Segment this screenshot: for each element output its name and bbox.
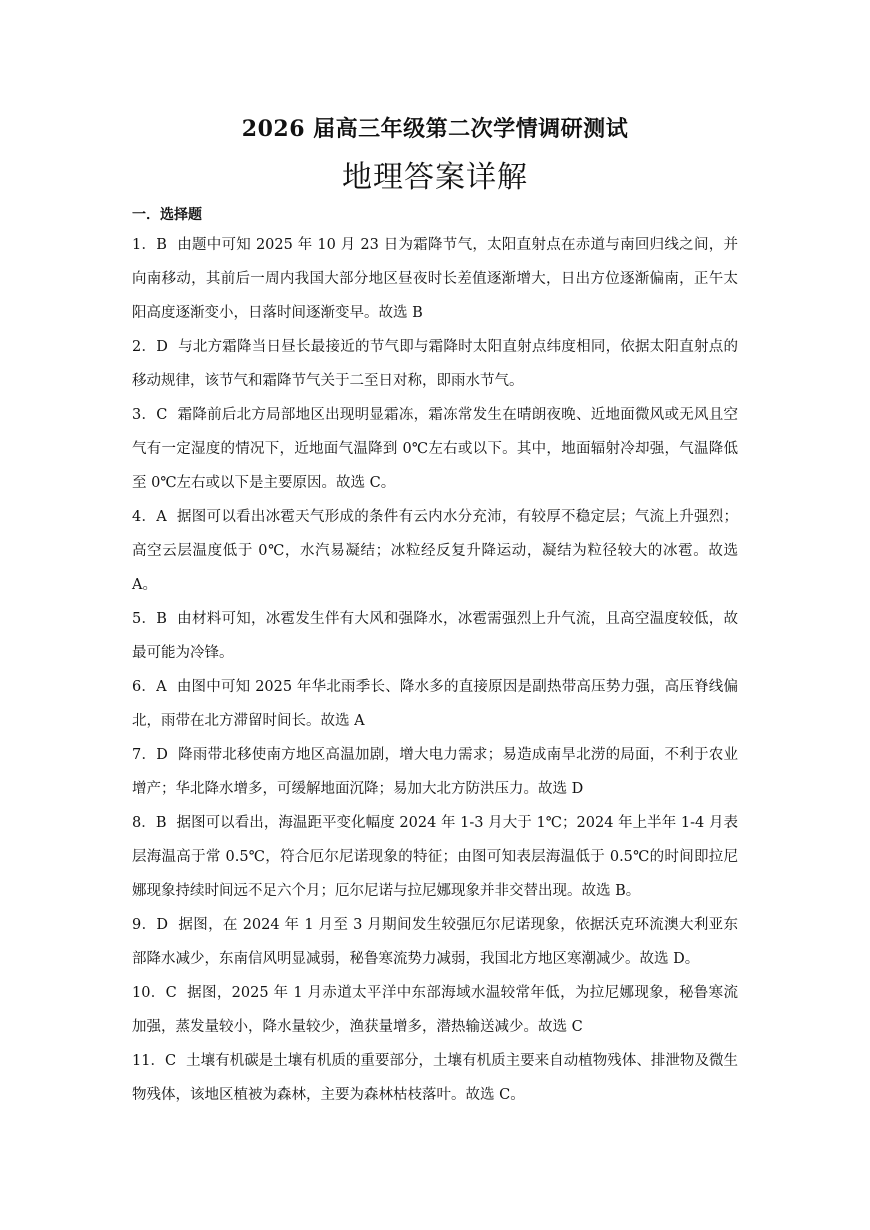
answer-number: 10．C	[132, 985, 177, 1001]
answer-item	[132, 806, 738, 908]
answer-list	[132, 228, 738, 1112]
answer-text: 由材料可知，冰雹发生伴有大风和强降水，冰雹需强烈上升气流，且高空温度较低，故最可能为冷锋。	[132, 611, 738, 661]
answer-text: 据图，2025 年 1 月赤道太平洋中东部海域水温较常年低，为拉尼娜现象，秘鲁寒流加强，蒸发量较小，降水量较少，渔获量增多，潜热输送减少。故选 C	[132, 985, 739, 1035]
answer-text: 由题中可知 2025 年 10 月 23 日为霜降节气，太阳直射点在赤道与南回归线之间，并向南移动，其前后一周内我国大部分地区昼夜时长差值逐渐增大，日出方位逐渐偏南，正午太阳高度逐渐变小，日落时间逐渐变早。故选 B	[132, 237, 738, 321]
answer-number: 4．A	[132, 509, 167, 525]
answer-item	[132, 330, 738, 398]
answer-text: 由图中可知 2025 年华北雨季长、降水多的直接原因是副热带高压势力强，高压脊线偏北，雨带在北方滞留时间长。故选 A	[132, 679, 738, 729]
answer-item	[132, 976, 738, 1044]
answer-number: 6．A	[132, 679, 167, 695]
answer-number: 9．D	[132, 917, 169, 933]
answer-number: 3．C	[132, 407, 168, 423]
answer-text: 土壤有机碳是土壤有机质的重要部分，土壤有机质主要来自动植物残体、排泄物及微生物残体，该地区植被为森林，主要为森林枯枝落叶。故选 C。	[132, 1053, 738, 1103]
answer-text: 据图，在 2024 年 1 月至 3 月期间发生较强厄尔尼诺现象，依据沃克环流澳大利亚东部降水减少，东南信风明显减弱，秘鲁寒流势力减弱，我国北方地区寒潮减少。故选 D。	[132, 917, 738, 967]
answer-item	[132, 670, 738, 738]
answer-item	[132, 228, 738, 330]
answer-number: 2．D	[132, 339, 168, 355]
answer-number: 5．B	[132, 611, 167, 627]
answer-number: 11．C	[132, 1053, 177, 1069]
answer-text: 降雨带北移使南方地区高温加剧，增大电力需求；易造成南旱北涝的局面，不利于农业增产；华北降水增多，可缓解地面沉降；易加大北方防洪压力。故选 D	[132, 747, 738, 797]
section-heading: 一．选择题	[132, 207, 202, 223]
answer-item	[132, 602, 738, 670]
answer-item	[132, 1044, 738, 1112]
answer-number: 7．D	[132, 747, 168, 763]
answer-item	[132, 398, 738, 500]
document-title: 2026 届高三年级第二次学情调研测试	[241, 116, 629, 142]
answer-text: 据图可以看出冰雹天气形成的条件有云内水分充沛，有较厚不稳定层；气流上升强烈；高空云层温度低于 0℃，水汽易凝结；冰粒经反复升降运动，凝结为粒径较大的冰雹。故选 A。	[132, 509, 739, 593]
answer-text: 霜降前后北方局部地区出现明显霜冻，霜冻常发生在晴朗夜晚、近地面微风或无风且空气有一定湿度的情况下，近地面气温降到 0℃左右或以下。其中，地面辐射冷却强，气温降低至 0℃左右或以下是主要原因。故选 C。	[132, 407, 739, 491]
answer-item	[132, 908, 738, 976]
answer-text: 与北方霜降当日昼长最接近的节气即与霜降时太阳直射点纬度相同，依据太阳直射点的移动规律，该节气和霜降节气关于二至日对称，即雨水节气。	[132, 339, 738, 389]
answer-text: 据图可以看出，海温距平变化幅度 2024 年 1-3 月大于 1℃；2024 年上半年 1-4 月表层海温高于常 0.5℃，符合厄尔尼诺现象的特征；由图可知表层海温低于 0.5℃的时间即拉尼娜现象持续时间远不足六个月；厄尔尼诺与拉尼娜现象并非交替出现。故选 B。	[132, 815, 738, 899]
answer-item	[132, 738, 738, 806]
document-subtitle: 地理答案详解	[342, 160, 528, 195]
answer-item	[132, 500, 738, 602]
answer-number: 8．B	[132, 815, 167, 831]
answer-number: 1．B	[132, 237, 167, 253]
